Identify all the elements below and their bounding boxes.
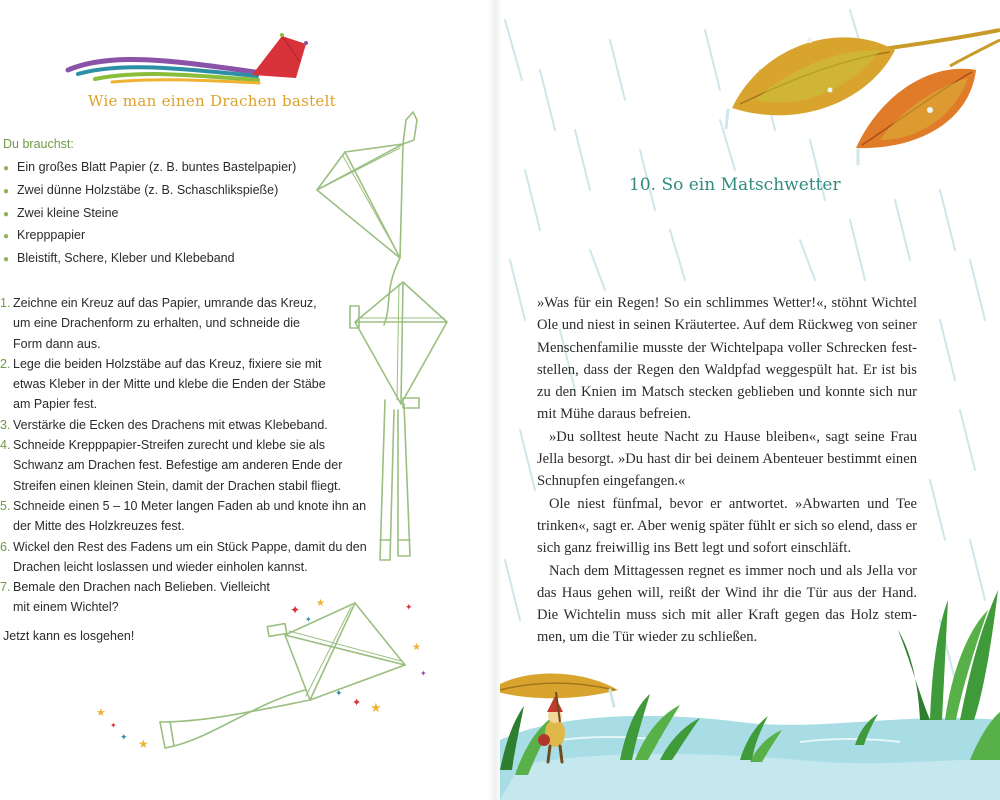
step-text: Lege die beiden Holzstäbe auf das Kreuz, fixiere sie mit	[13, 356, 322, 371]
step-number: 4.	[0, 438, 11, 453]
svg-text:✦: ✦	[352, 696, 362, 709]
bullet-icon: ●	[3, 254, 10, 266]
materials-heading: Du brauchst:	[3, 137, 74, 151]
paragraph: Ole niest fünfmal, bevor er antwortet. »Abwarten und Tee trinken«, sagt er. Aber wenig später fühlt er sich so elend, dass er sich ganz freiwillig ins Bett legt und sofort einschläft.	[537, 495, 917, 557]
chapter-title: 10. So ein Matschwetter	[629, 175, 841, 195]
svg-text:✦: ✦	[335, 689, 343, 699]
step-number: 2.	[0, 356, 11, 371]
bullet-icon: ●	[3, 163, 10, 174]
step-number: 6.	[0, 539, 11, 554]
list-item: ● Bleistift, Schere, Kleber und Klebeband	[3, 251, 235, 266]
step-text: Zeichne ein Kreuz auf das Papier, umrande das Kreuz,	[13, 296, 317, 310]
step-text: Bemale den Drachen nach Belieben. Vielleicht	[13, 580, 270, 595]
paragraph: »Was für ein Regen! So ein schlimmes Wetter!«, stöhnt Wichtel Ole und niest in seinen Kräutertee. Auf dem Rückweg von seiner Menschenfamilie musste der Wichtelpapa voller Schrecken fest- stellen, dass der Regen den Waldpfad weggespült hat. Er ist bis zu den Knien im Matsch stecken geblieben und konnte sich nur mit Mühe daraus befreien.	[537, 295, 917, 423]
step-text: etwas Kleber in der Mitte und klebe die Enden der Stäbe	[13, 377, 326, 392]
paragraph: »Du solltest heute Nacht zu Hause bleiben«, sagt seine Frau Jella besorgt. »Du hast dir bei deinem Abenteuer bestimmt einen Schnupfen eingefangen.«	[537, 428, 917, 490]
step-text: Drachen leicht loslassen und wieder einholen kannst.	[13, 559, 308, 574]
bullet-icon: ●	[3, 231, 10, 243]
list-item: ● Ein großes Blatt Papier (z. B. buntes Bastelpapier)	[3, 160, 297, 174]
step-text: Schneide einen 5 – 10 Meter langen Faden ab und knote ihn an	[13, 498, 367, 513]
svg-text:✦: ✦	[420, 669, 427, 678]
svg-text:★: ★	[370, 701, 382, 716]
step-text: Streifen einen kleinen Stein, damit der Drachen stabil fliegt.	[13, 478, 341, 493]
bullet-icon: ●	[3, 185, 10, 197]
bullet-icon: ●	[3, 208, 10, 220]
svg-text:★: ★	[412, 642, 421, 653]
svg-text:★: ★	[96, 706, 106, 719]
sparkles-icon	[0, 0, 490, 800]
step-number: 5.	[0, 498, 11, 513]
step-text: Schwanz am Drachen fest. Befestige am anderen Ende der	[13, 458, 343, 473]
step-text: Wickel den Rest des Fadens um ein Stück Pappe, damit du den	[13, 539, 367, 554]
paragraph: Nach dem Mittagessen regnet es immer noch und als Jella vor das Haus gehen will, reißt der Wind ihr die Tür aus der Hand. Die Wichtelin muss sich mit aller Kraft gegen das Holz stem- men, um die Tür wieder zu schließen.	[537, 562, 917, 646]
left-page	[0, 0, 490, 800]
step-text: Schneide Krepppapier-Streifen zurecht und klebe sie als	[13, 438, 325, 453]
puddle-scene	[500, 0, 1000, 800]
list-item: ● Zwei dünne Holzstäbe (z. B. Schaschlikspieße)	[3, 182, 279, 197]
svg-text:✦: ✦	[110, 721, 117, 730]
step-text: um eine Drachenform zu erhalten, und schneide die	[13, 316, 300, 331]
svg-text:✦: ✦	[290, 603, 301, 617]
list-item: ● Zwei kleine Steine	[3, 205, 119, 220]
step-text: Verstärke die Ecken des Drachens mit etwas Klebeband.	[13, 417, 328, 432]
svg-text:★: ★	[138, 737, 149, 751]
svg-text:✦: ✦	[405, 603, 413, 613]
svg-text:✦: ✦	[305, 615, 312, 624]
closing-line: Jetzt kann es losgehen!	[3, 629, 135, 643]
step-number: 7.	[0, 580, 11, 595]
step-text: am Papier fest.	[13, 397, 98, 412]
step-number: 1.	[0, 296, 11, 310]
svg-text:★: ★	[316, 598, 325, 609]
step-text: Form dann aus.	[13, 336, 101, 351]
step-text: mit einem Wichtel?	[13, 600, 119, 615]
step-text: der Mitte des Holzkreuzes fest.	[13, 519, 185, 534]
craft-title: Wie man einen Drachen bastelt	[88, 92, 337, 110]
list-item: ● Krepppapier	[3, 228, 86, 243]
right-page	[500, 0, 1000, 800]
step-number: 3.	[0, 417, 11, 432]
svg-text:✦: ✦	[120, 733, 128, 743]
